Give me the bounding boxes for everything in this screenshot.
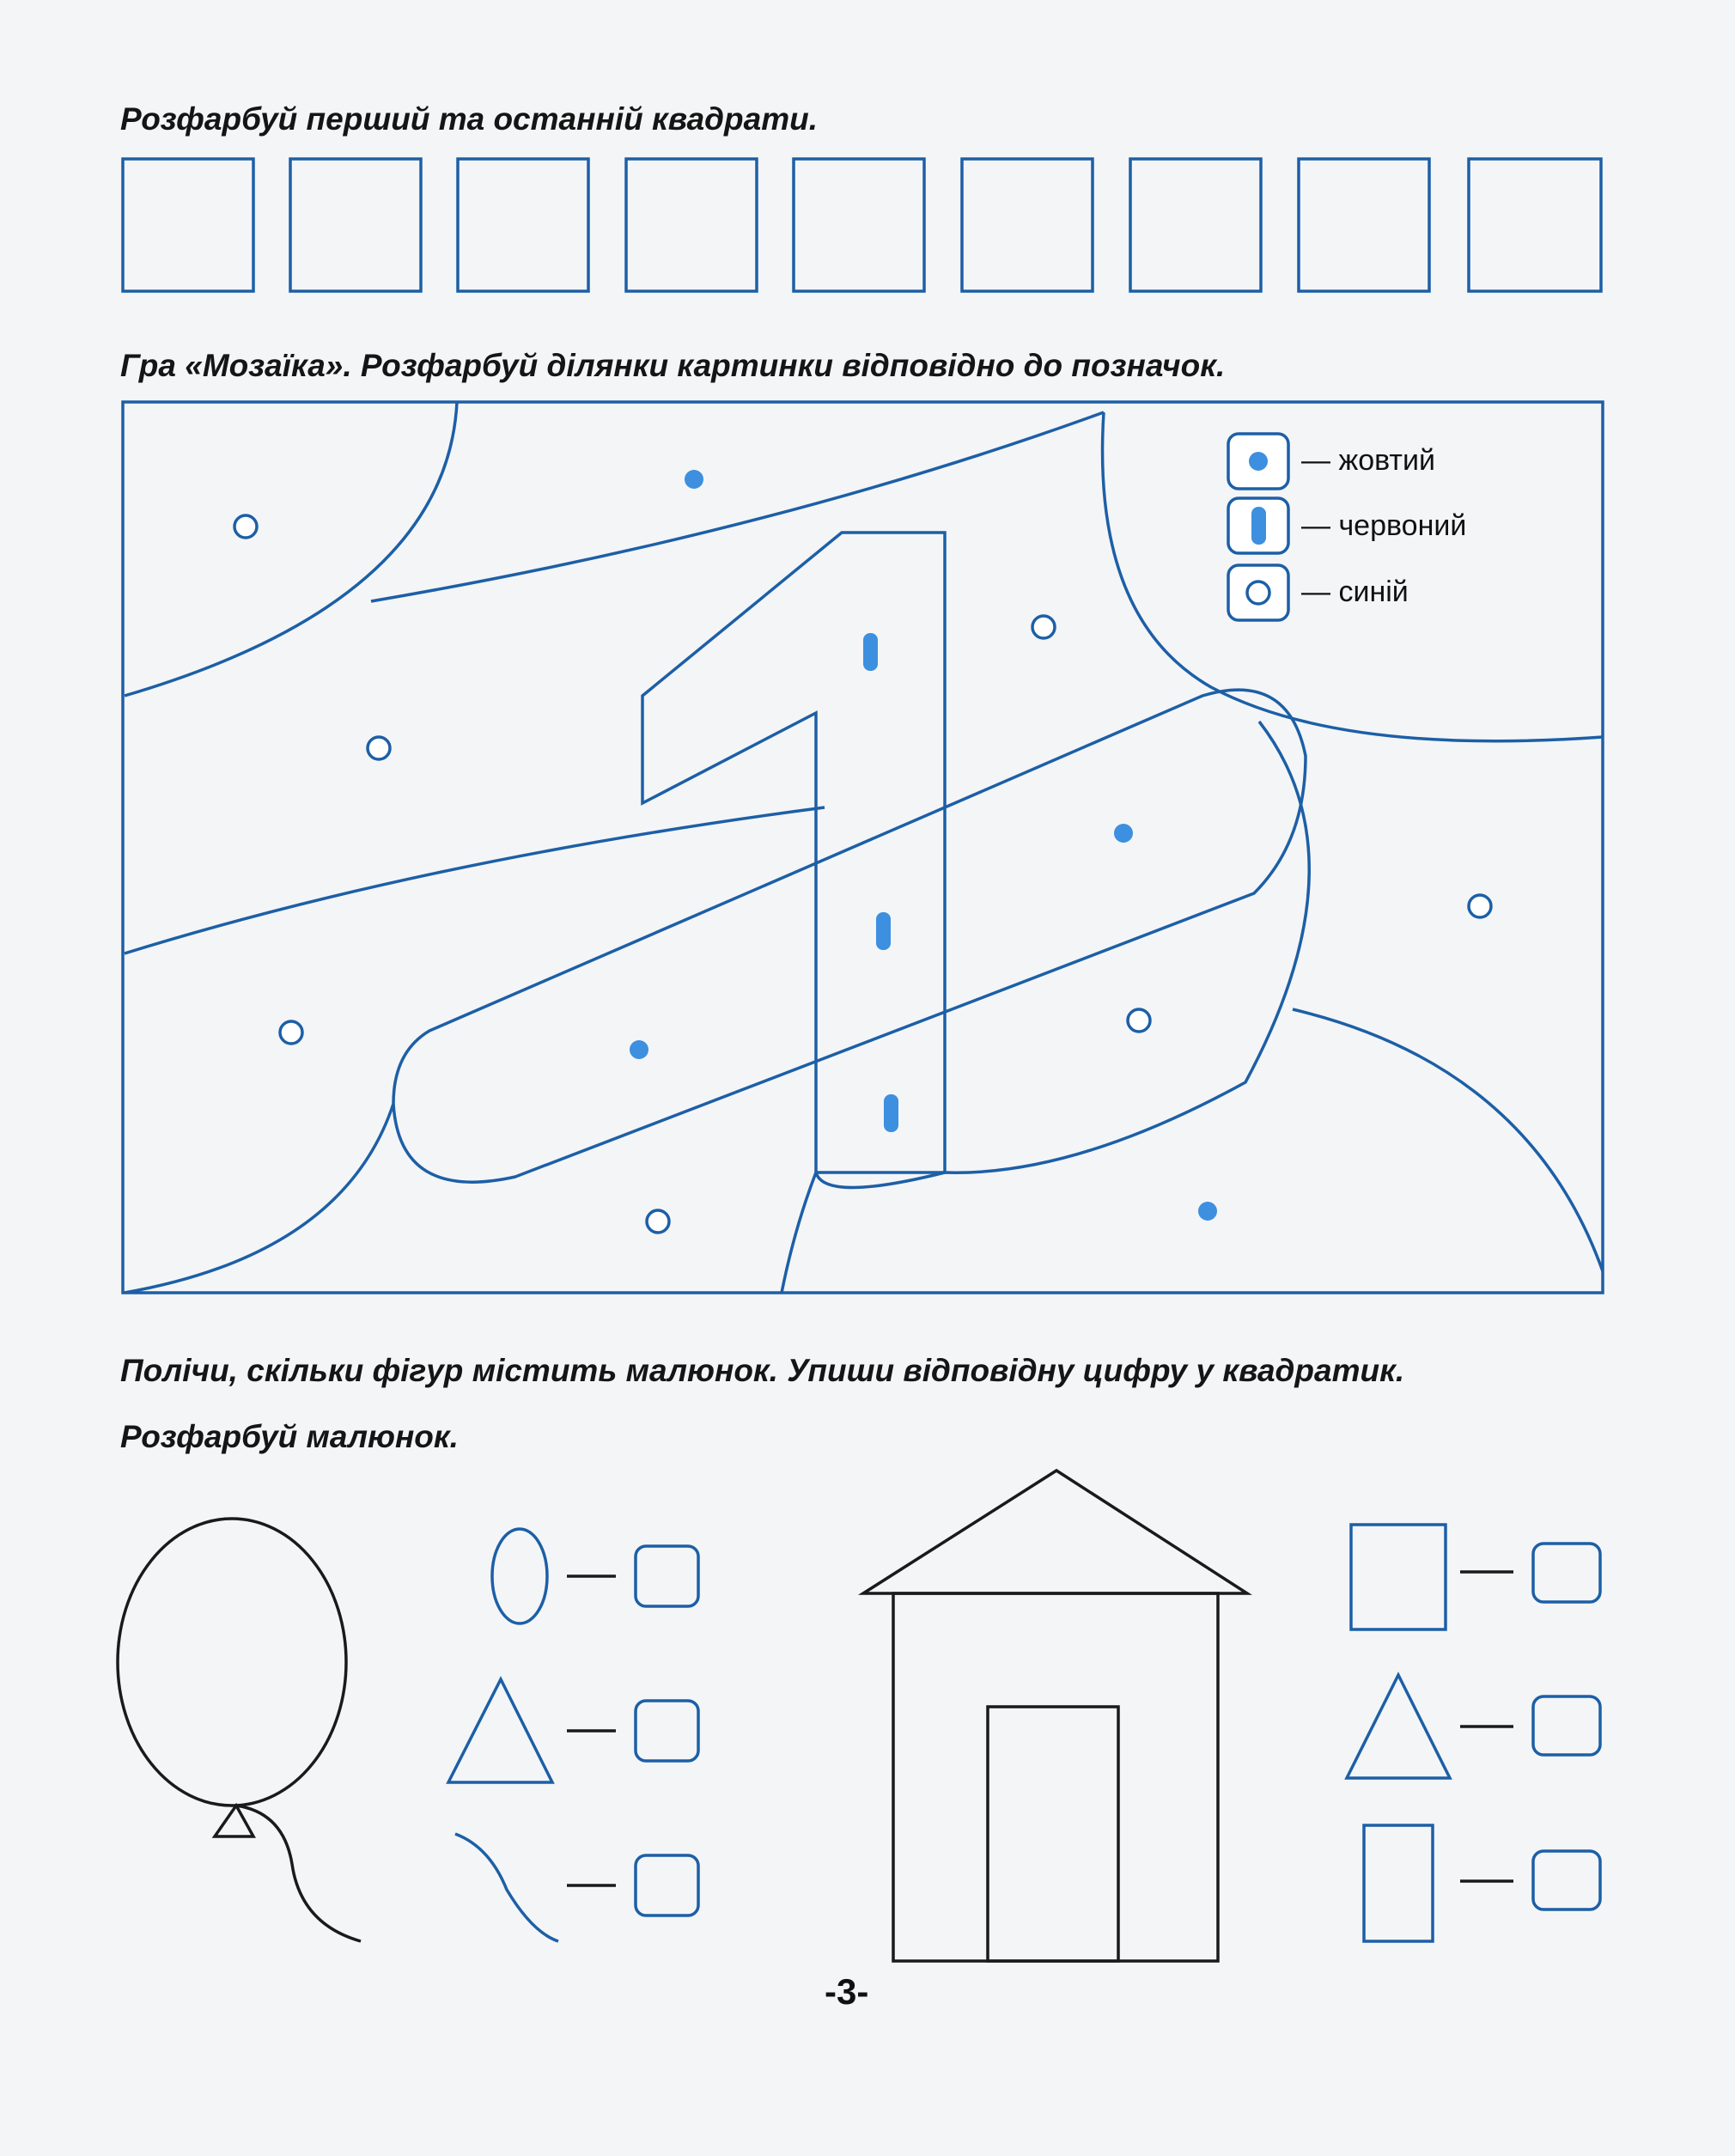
marker-red [884,1094,898,1132]
house-drawing [863,1471,1247,1961]
marker-yellow [1198,1202,1217,1221]
marker-blue [1128,1009,1150,1032]
task2-instruction: Гра «Мозаїка». Розфарбуй ділянки картинки відповідно до позначок. [120,348,1226,383]
square-7[interactable] [1130,159,1261,291]
square-1[interactable] [123,159,253,291]
task3-instruction-line2: Розфарбуй малюнок. [120,1419,459,1454]
answer-box-square[interactable] [1533,1544,1600,1602]
square-5[interactable] [794,159,924,291]
marker-blue [647,1210,669,1233]
legend-marker-filled-circle-icon [1249,452,1268,471]
square-icon [1351,1525,1446,1629]
curve-icon [455,1834,558,1941]
triangle-icon [448,1679,552,1782]
square-3[interactable] [458,159,588,291]
marker-blue [234,515,257,538]
marker-blue [368,737,390,759]
answer-box-triangle[interactable] [1533,1696,1600,1755]
balloon-drawing [118,1519,361,1941]
mosaic-region-topleft-arc [125,402,457,696]
balloon-knot [215,1806,253,1836]
rectangle-icon [1364,1825,1433,1941]
balloon-string [236,1806,361,1941]
numeral-one [642,533,945,1172]
ellipse-icon [492,1529,547,1623]
marker-yellow [685,470,703,489]
task1-instruction: Розфарбуй перший та останній квадрати. [120,101,818,137]
square-8[interactable] [1299,159,1429,291]
marker-red [863,633,878,671]
balloon-body [118,1519,346,1806]
marker-blue [1469,895,1491,917]
page-number: -3- [825,1971,869,2012]
house-roof [863,1471,1247,1593]
marker-red [876,912,891,950]
legend-marker-hollow-circle-icon [1247,582,1269,604]
coloring-squares [123,159,1601,291]
task3-instruction-line1: Полічи, скільки фігур містить малюнок. Упиши відповідну цифру у квадратик. [120,1353,1405,1388]
legend-label-red: — червоний [1301,509,1467,542]
answer-box-triangle[interactable] [636,1701,698,1761]
answer-box-ellipse[interactable] [636,1546,698,1606]
marker-yellow [630,1040,648,1059]
triangle-icon [1347,1675,1450,1778]
house-door [988,1707,1118,1961]
balloon-parts-key [448,1529,698,1941]
house-parts-key [1347,1525,1600,1941]
house-wall [893,1593,1218,1961]
marker-blue [280,1021,302,1044]
legend-marker-bar-icon [1251,507,1266,545]
answer-box-curve[interactable] [636,1855,698,1915]
sausage-shape [393,690,1306,1182]
legend-label-yellow: — жовтий [1301,444,1435,477]
square-6[interactable] [962,159,1093,291]
mosaic-legend [1228,434,1288,620]
answer-box-rectangle[interactable] [1533,1851,1600,1909]
square-2[interactable] [290,159,421,291]
marker-yellow [1114,824,1133,843]
square-4[interactable] [626,159,757,291]
marker-blue [1032,616,1055,638]
legend-label-blue: — синій [1301,576,1409,608]
square-9[interactable] [1469,159,1601,291]
